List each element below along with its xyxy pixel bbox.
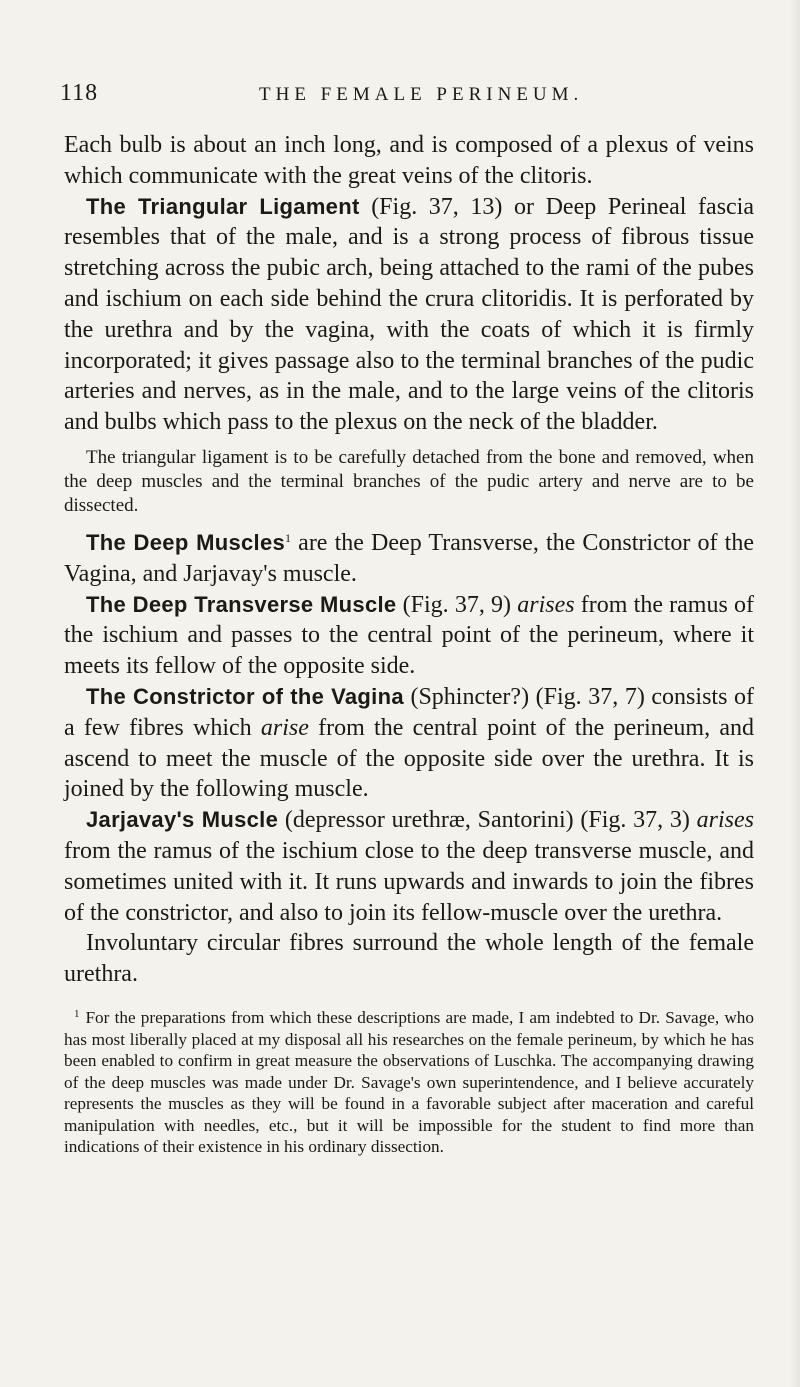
heading-jarjavay: Jarjavay's Muscle (86, 807, 279, 833)
dissection-note-text: The triangular ligament is to be carefully detached from the bone and removed, when the deep muscles and the terminal branches of the pudic artery and nerve are to be dissected. (64, 446, 754, 516)
paragraph-deep-transverse-text-a: (Fig. 37, 9) (396, 591, 518, 618)
heading-deep-transverse: The Deep Transverse Muscle (86, 591, 397, 617)
paragraph-circular-fibres-text: Involuntary circular fibres surround the whole length of the female urethra. (64, 930, 754, 988)
heading-deep-muscles: The Deep Muscles (86, 529, 286, 555)
heading-triangular-ligament: The Triangular Ligament (86, 193, 360, 219)
paragraph-deep-transverse-text-b: from the ramus of the ischium and passes to the central point of the perineum, where it meets its fellow of the opposite side. (64, 591, 755, 680)
paragraph-deep-muscles-text: are the Deep Transverse, the Constrictor of the Vagina, and Jarjavay's muscle. (64, 529, 754, 587)
dissection-note (64, 446, 754, 518)
paragraph-deep-transverse-italic: arises (517, 591, 575, 618)
paragraph-jarjavay (64, 805, 754, 928)
paragraph-constrictor-italic: arise (260, 714, 309, 741)
footnote-paragraph (64, 1004, 754, 1158)
dissection-note-paragraph (64, 446, 754, 518)
paragraph-constrictor (64, 682, 754, 805)
paragraph-circular-fibres (64, 928, 754, 990)
paragraph-triangular-ligament (64, 192, 754, 438)
book-page (60, 0, 755, 1158)
paragraph-constrictor-text-a: (Sphincter?) (Fig. 37, 7) consists of a few fibres which (64, 683, 754, 741)
running-title: THE FEMALE PERINEUM. (259, 84, 584, 105)
footnote-text: For the preparations from which these descriptions are made, I am indebted to Dr. Savage, who has most liberally placed at my disposal all his researches on the female perineum, by which he has been enabled to confirm in great measure the observations of Luschka. The accompanying drawing of the deep muscles was made under Dr. Savage's own superintendence, and I believe accurately represents the muscles as they will be found in a favorable subject after maceration and careful manipulation with needles, etc., but it will be impossible for the student to find more than indications of their existence in his ordinary dissection. (64, 1007, 754, 1157)
paragraph-deep-muscles (64, 528, 754, 590)
page-edge-shadow (790, 0, 800, 1387)
paragraph-deep-transverse (64, 590, 754, 682)
footnote-reference: 1 (285, 530, 292, 545)
footnote-mark: 1 (74, 1007, 80, 1020)
paragraph-constrictor-text-b: from the central point of the perineum, and ascend to meet the muscle of the opposite side over the urethra. It is joined by the following muscle. (64, 714, 754, 803)
paragraph-jarjavay-text-b: from the ramus of the ischium close to the deep transverse muscle, and sometimes united with it. It runs upwards and inwards to join the fibres of the constrictor, and also to join its fellow-muscle over the urethra. (64, 837, 754, 926)
main-text (64, 130, 754, 438)
paragraph-triangular-ligament-text: (Fig. 37, 13) or Deep Perineal fascia resembles that of the male, and is a strong process of fibrous tissue stretching across the pubic arch, being attached to the rami of the pubes and ischium on each side behind the crura clitoridis. It is perforated by the urethra and by the vagina, with the coats of which it is firmly incorporated; it gives passage also to the terminal branches of the pudic arteries and nerves, as in the male, and to the large veins of the clitoris and bulbs which pass to the plexus on the neck of the bladder. (64, 193, 755, 436)
main-text-continued (64, 528, 754, 990)
page-number: 118 (60, 80, 99, 106)
footnote (64, 1004, 754, 1158)
paragraph-bulb-text: Each bulb is about an inch long, and is composed of a plexus of veins which communicate with the great veins of the clitoris. (64, 132, 754, 189)
paragraph-jarjavay-text-a: (depressor urethræ, Santorini) (Fig. 37, 3) (278, 807, 697, 834)
heading-constrictor: The Constrictor of the Vagina (86, 683, 404, 709)
paragraph-bulb (64, 130, 754, 192)
running-head (60, 80, 754, 120)
paragraph-jarjavay-italic: arises (696, 807, 754, 834)
